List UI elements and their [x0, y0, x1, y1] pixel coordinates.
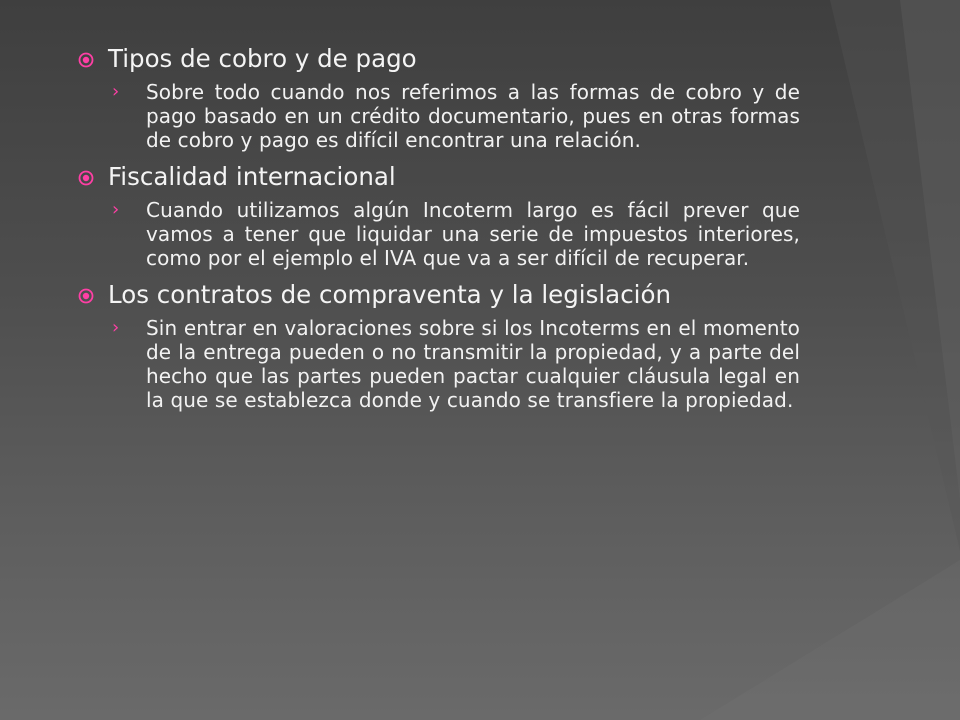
- bullet-title: Fiscalidad internacional: [108, 162, 396, 191]
- sub-bullet-item-1: [78, 80, 800, 152]
- bullet-item-2: [78, 162, 800, 192]
- chevron-right-icon: ›: [112, 81, 120, 102]
- circle-dot-icon: [78, 52, 94, 68]
- circle-dot-icon: [78, 170, 94, 186]
- chevron-right-icon: ›: [112, 199, 120, 220]
- bullet-title: Tipos de cobro y de pago: [108, 44, 417, 73]
- bullet-item-1: [78, 44, 800, 74]
- decorative-wedge-bottom: [700, 560, 960, 720]
- bullet-item-3: [78, 280, 800, 310]
- slide-content: [78, 44, 800, 422]
- chevron-right-icon: ›: [112, 317, 120, 338]
- sub-bullet-item-3: [78, 316, 800, 412]
- circle-dot-icon: [78, 288, 94, 304]
- sub-bullet-text: Sin entrar en valoraciones sobre si los Incoterms en el momento de la entrega pueden o no transmitir la propiedad, y a parte del hecho que las partes pueden pactar cualquier cláusula legal en la que se establezca donde y cuando se transfiere la propiedad.: [146, 316, 800, 412]
- sub-bullet-text: Sobre todo cuando nos referimos a las formas de cobro y de pago basado en un crédito documentario, pues en otras formas de cobro y pago es difícil encontrar una relación.: [146, 80, 800, 152]
- bullet-title: Los contratos de compraventa y la legislación: [108, 280, 671, 309]
- sub-bullet-text: Cuando utilizamos algún Incoterm largo es fácil prever que vamos a tener que liquidar una serie de impuestos interiores, como por el ejemplo el IVA que va a ser difícil de recuperar.: [146, 198, 800, 270]
- sub-bullet-item-2: [78, 198, 800, 270]
